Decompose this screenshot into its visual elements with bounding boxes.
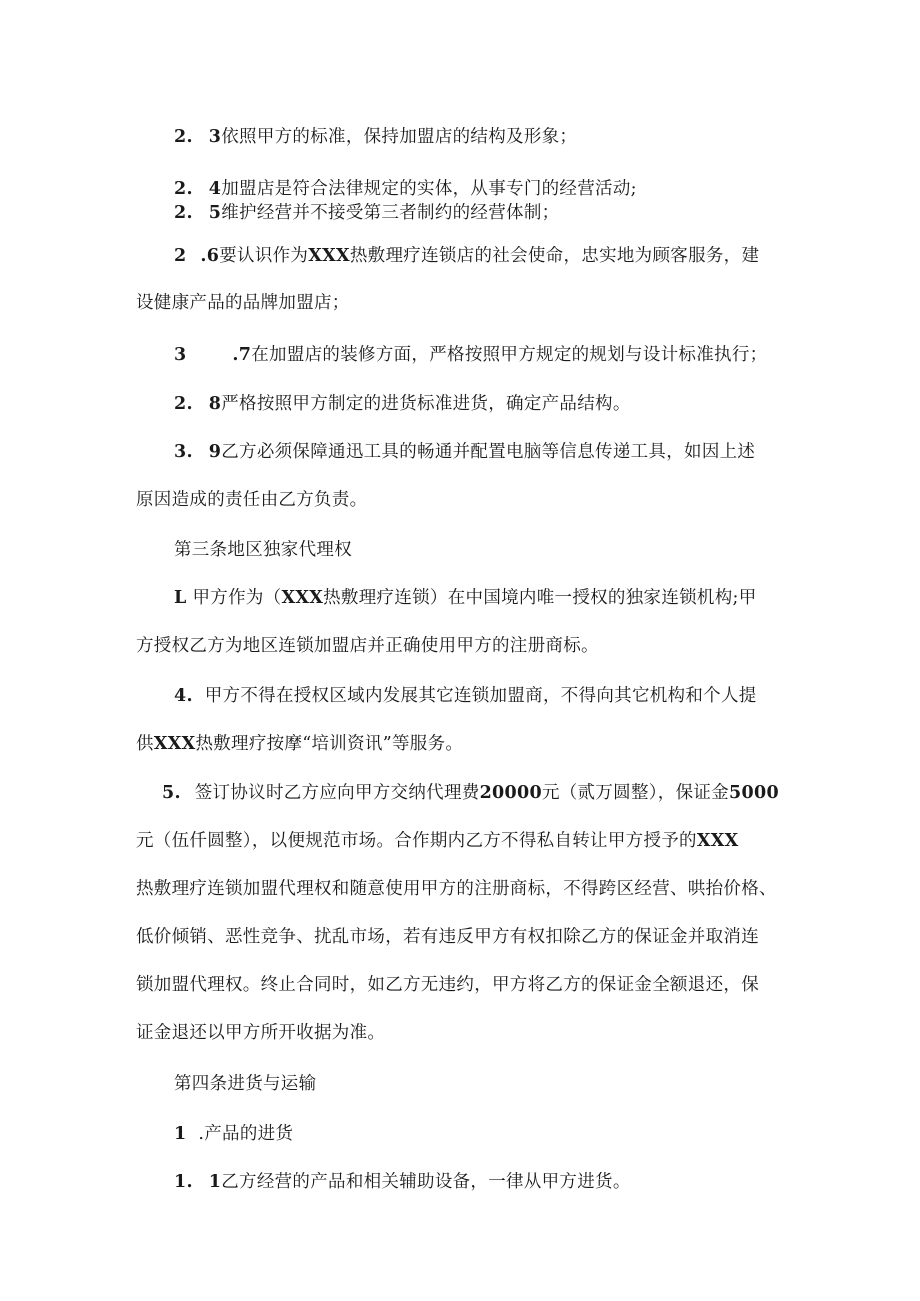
article-4-item-1-1 [174, 1170, 631, 1194]
clause-text: 热敷理疗按摩“培训资讯”等服务。 [195, 734, 464, 754]
clause-subnumber: 9 [208, 442, 222, 462]
clause-text: 甲方作为（ [192, 588, 282, 608]
brand-name: XXX [281, 588, 324, 608]
clause-number: 2. [174, 394, 193, 414]
clause-number: 2. [174, 179, 193, 199]
article-3-heading: 第三条地区独家代理权 [174, 540, 352, 560]
clause-text: 热敷理疗连锁加盟代理权和随意使用甲方的注册商标，不得跨区经营、哄抬价格、 [136, 879, 777, 899]
clause-text: 供 [136, 734, 154, 754]
clause-number: 3. [174, 442, 193, 462]
clause-subnumber: 3 [208, 127, 222, 147]
clause-text: 在加盟店的装修方面，严格按照甲方规定的规划与设计标准执行； [251, 345, 768, 365]
clause-subnumber: .7 [232, 345, 252, 365]
clause-number: 2. [174, 127, 193, 147]
clause-subnumber: 5 [208, 203, 222, 223]
clause-text: 维护经营并不接受第三者制约的经营体制； [221, 203, 560, 223]
clause-number: 4. [174, 686, 193, 706]
article-3-item-5-line-4 [136, 925, 759, 949]
clause-2-6-continued [136, 291, 350, 315]
clause-text: 原因造成的责任由乙方负责。 [136, 490, 368, 510]
clause-text: 乙方必须保障通迅工具的畅通并配置电脑等信息传递工具，如因上述 [221, 442, 756, 462]
clause-text: 甲方不得在授权区域内发展其它连锁加盟商，不得向其它机构和个人提 [204, 686, 757, 706]
article-3-item-5-line-6 [136, 1021, 385, 1045]
clause-text: 低价倾销、恶性竞争、扰乱市场，若有违反甲方有权扣除乙方的保证金并取消连 [136, 927, 759, 947]
article-4-heading: 第四条进货与运输 [174, 1074, 317, 1094]
clause-number: 2 [174, 246, 187, 266]
clause-2-4 [174, 177, 637, 201]
clause-number: 1 [174, 1124, 187, 1144]
clause-number: 2. [174, 203, 193, 223]
clause-text: .产品的进货 [198, 1124, 294, 1144]
clause-subnumber: .6 [200, 246, 220, 266]
brand-name: XXX [696, 831, 739, 851]
clause-number: 5. [162, 783, 181, 803]
clause-text: 乙方经营的产品和相关辅助设备，一律从甲方进货。 [221, 1172, 631, 1192]
article-3-item-5-line-5 [136, 973, 759, 997]
clause-text: 证金退还以甲方所开收据为准。 [136, 1023, 386, 1043]
clause-2-5 [174, 201, 559, 225]
clause-text: 方授权乙方为地区连锁加盟店并正确使用甲方的注册商标。 [136, 636, 599, 656]
clause-text: 依照甲方的标准，保持加盟店的结构及形象； [221, 127, 578, 147]
clause-subnumber: 1 [208, 1172, 222, 1192]
clause-3-9 [174, 440, 755, 464]
clause-text: 签订协议时乙方应向甲方交纳代理费 [194, 783, 480, 803]
article-3-item-5-line-3 [136, 877, 777, 901]
clause-text: 热敷理疗连锁店的社会使命，忠实地为顾客服务，建 [349, 246, 760, 266]
clause-number: L [174, 588, 187, 608]
brand-name: XXX [308, 246, 350, 266]
deposit-amount: 5000 [729, 783, 779, 803]
clause-3-7 [174, 343, 767, 367]
clause-text: 加盟店是符合法律规定的实体，从事专门的经营活动; [221, 179, 637, 199]
article-3-item-4 [174, 684, 757, 708]
clause-text: 要认识作为 [219, 246, 309, 266]
clause-2-8 [174, 392, 631, 416]
clause-subnumber: 8 [208, 394, 222, 414]
article-3-item-1-continued [136, 634, 599, 658]
clause-text: 严格按照甲方制定的进货标准进货，确定产品结构。 [221, 394, 631, 414]
clause-3-9-continued [136, 488, 367, 512]
clause-text: 热敷理疗连锁）在中国境内唯一授权的独家连锁机构;甲 [323, 588, 757, 608]
article-3-item-4-continued [136, 732, 463, 756]
clause-subnumber: 4 [208, 179, 222, 199]
clause-text: 元（伍仟圆整），以便规范市场。合作期内乙方不得私自转让甲方授予的 [136, 831, 697, 851]
clause-2-6 [174, 244, 759, 268]
clause-text: 锁加盟代理权。终止合同时，如乙方无违约，甲方将乙方的保证金全额退还，保 [136, 975, 759, 995]
clause-number: 1. [174, 1172, 193, 1192]
article-3-item-5 [162, 781, 779, 805]
clause-text: 元（贰万圆整），保证金 [541, 783, 730, 803]
article-4-item-1 [174, 1122, 293, 1146]
article-3-item-1 [174, 586, 757, 610]
article-3-item-5-line-2 [136, 829, 739, 853]
clause-number: 3 [174, 345, 187, 365]
clause-text: 设健康产品的品牌加盟店； [136, 293, 350, 313]
brand-name: XXX [153, 734, 196, 754]
agency-fee: 20000 [479, 783, 542, 803]
clause-2-3 [174, 125, 577, 149]
